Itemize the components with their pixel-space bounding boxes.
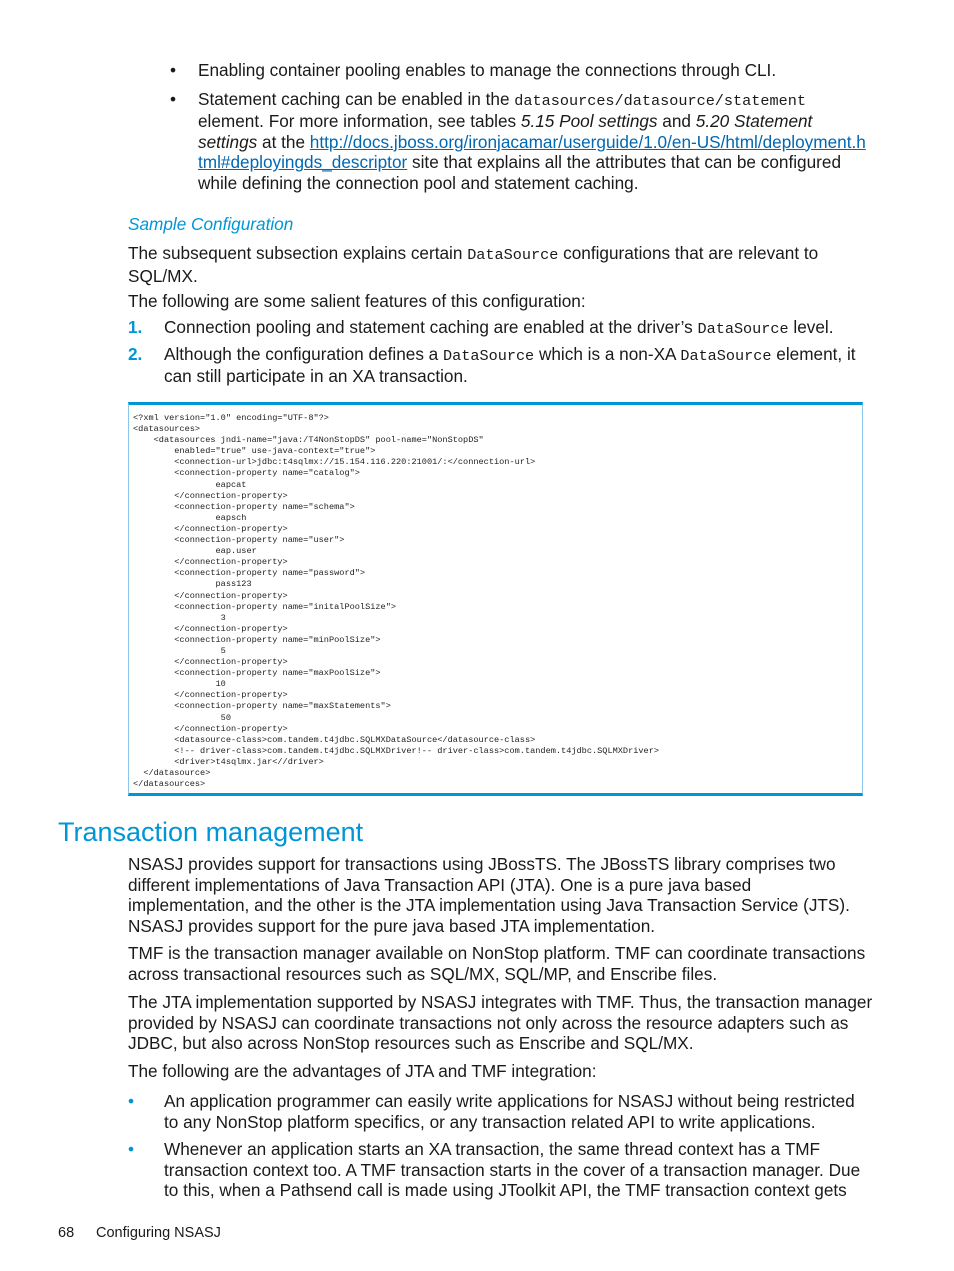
list-number: 2.: [128, 343, 143, 364]
transaction-paragraph-3: The JTA implementation supported by NSASJ integrates with TMF. Thus, the transaction manager provided by NSASJ can coordinate transactions not only across the resource adapters such as JDBC, but also across NonStop resources such as Enscribe and SQL/MX.: [128, 992, 873, 1054]
advantage-item-2: • Whenever an application starts an XA transaction, the same thread context has a TMF transaction context too. A TMF transaction starts in the cover of a transaction manager. Due to this, when a Pathsend call is made using JToolkit API, the TMF transaction context gets: [128, 1139, 873, 1201]
table-reference: 5.20 Statement settings: [198, 111, 813, 152]
bullet-text: Enabling container pooling enables to manage the connections through CLI.: [198, 60, 777, 80]
advantages-list: [128, 1091, 873, 1201]
xml-code-block: <?xml version="1.0" encoding="UTF-8"?> <datasources> <datasources jndi-name="java:/T4NonStopDS" pool-name="NonStopDS" enabled="true" use-java-context="true"> <connection-url>jdbc:t4sqlmx://15.154.116.220:21001/:</connection-url> <connection-property name="catalog"> eapcat </connection-property> <connection-property name="schema"> eapsch </connection-property> <connection-property name="user"> eap.user </connection-property> <connection-property name="password"> pass123 </connection-property> <connection-property name="initalPoolSize"> 3 </connection-property> <connection-property name="minPoolSize"> 5 </connection-property> <connection-property name="maxPoolSize"> 10 </connection-property> <connection-property name="maxStatements"> 50 </connection-property> <datasource-class>com.tandem.t4jdbc.SQLMXDataSource</datasource-class> <!-- driver-class>com.tandem.t4jdbc.SQLMXDriver!-- driver-class>com.tandem.t4jdbc.SQLMXDriver> <driver>t4sqlmx.jar<//driver> </datasource> </datasources>: [133, 413, 660, 790]
list-number: 1.: [128, 317, 143, 337]
bullet-text: Statement caching can be enabled in the: [198, 88, 515, 109]
bullet-statement-caching: [170, 89, 870, 194]
bullet-container-pooling: [170, 60, 870, 81]
sample-paragraph-1: The subsequent subsection explains certain DataSource configurations that are relevant to SQL/MX.: [128, 243, 819, 286]
inline-code: DataSource: [467, 246, 559, 264]
bullet-text: site that explains all the attributes that can be configured while defining the connection pool and statement caching.: [198, 152, 842, 193]
sample-configuration-heading: Sample Configuration: [128, 214, 294, 234]
feature-list: [128, 317, 873, 391]
table-reference: 5.15 Pool settings: [520, 111, 658, 132]
sample-paragraph-2: The following are some salient features of this configuration:: [128, 291, 586, 311]
transaction-paragraph-1: NSASJ provides support for transactions using JBossTS. The JBossTS library comprises two different implementations of Java Transaction API (JTA). One is a pure java based implementation, and the other is the JTA implementation using Java Transaction Service (JTS). NSASJ provides support for the pure java based JTA implementation.: [128, 854, 850, 936]
footer-section-title: Configuring NSASJ: [96, 1225, 221, 1241]
code-example-box: [128, 402, 863, 796]
bullet-text: element. For more information, see tables: [198, 111, 521, 132]
bullet-text: at the: [257, 131, 310, 152]
transaction-paragraph-4: The following are the advantages of JTA and TMF integration:: [128, 1061, 597, 1081]
inline-code: DataSource: [443, 346, 535, 365]
advantage-item-1: • An application programmer can easily write applications for NSASJ without being restricted to any NonStop platform specifics, or any transaction related API to write applications.: [128, 1091, 873, 1132]
page-number: 68: [58, 1225, 75, 1241]
feature-item-1: 1. Connection pooling and statement caching are enabled at the driver’s DataSource level.: [128, 317, 834, 338]
bullet-text: and: [657, 111, 696, 132]
feature-item-2: 2. Although the configuration defines a DataSource which is a non-XA DataSource element, it can still participate in an XA transaction.: [128, 343, 856, 387]
jboss-docs-link[interactable]: http://docs.jboss.org/ironjacamar/userguide/1.0/en-US/html/deployment.html#deployingds_descriptor: [198, 131, 866, 173]
transaction-management-heading: Transaction management: [58, 817, 364, 847]
inline-code: DataSource: [680, 346, 772, 365]
inline-code: DataSource: [697, 320, 789, 338]
top-bullet-list: [170, 60, 870, 194]
inline-code: datasources/datasource/statement: [514, 91, 806, 110]
transaction-paragraph-2: TMF is the transaction manager available on NonStop platform. TMF can coordinate transactions across transactional resources such as SQL/MX, SQL/MP, and Enscribe files.: [128, 943, 866, 984]
